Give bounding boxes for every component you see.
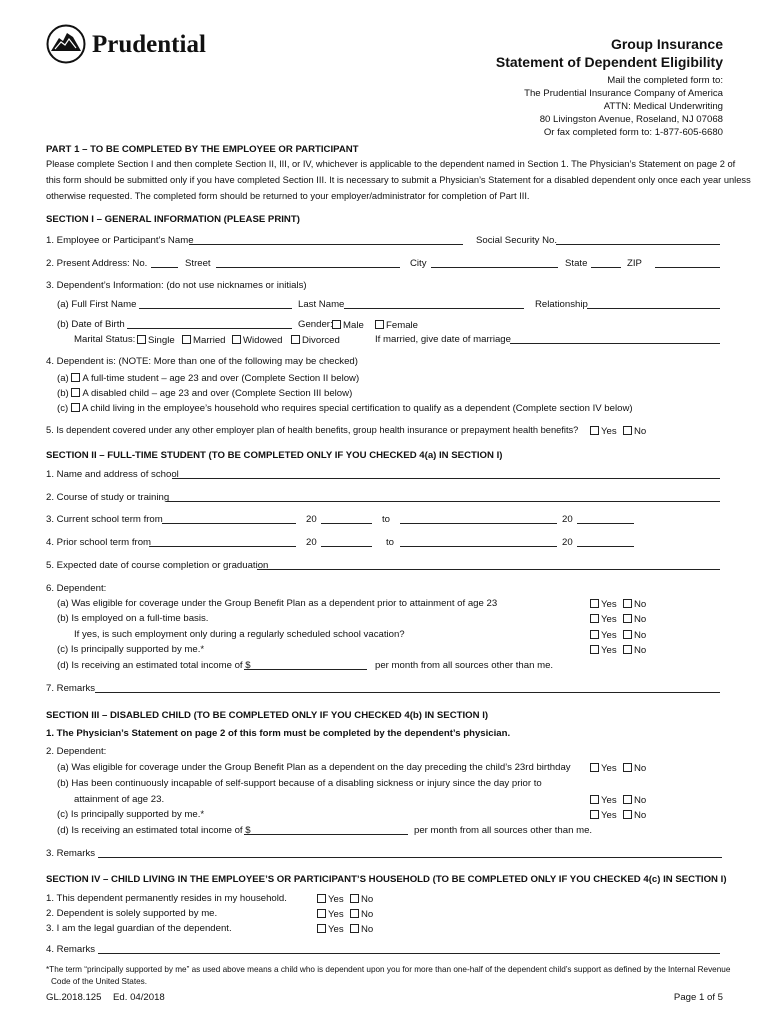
q6d-text-2: per month from all sources other than me. xyxy=(375,660,554,671)
checkbox-icon xyxy=(350,894,359,903)
footnote-line-1: *The term “principally supported by me” as used above means a child who is dependent upon you for more than one-half of the dependent child’s support as defined by the Internal Revenue xyxy=(46,965,731,974)
gender-female-option[interactable]: Female xyxy=(375,320,418,331)
last-name-label: Last Name xyxy=(298,299,345,310)
section3-heading: SECTION III – DISABLED CHILD (TO BE COMPLETED ONLY IF YOU CHECKED 4(b) IN SECTION I) xyxy=(46,710,489,721)
s3-q2a-text: (a) Was eligible for coverage under the Group Benefit Plan as a dependent on the day preceding the child’s 23rd birthday xyxy=(57,762,571,773)
prior-term-20-label: 20 xyxy=(306,537,317,548)
zip-field[interactable] xyxy=(655,267,720,268)
school-name-label: 1. Name and address of school xyxy=(46,469,179,480)
dob-label: (b) Date of Birth xyxy=(57,319,125,330)
mail-line-4: 80 Livingston Avenue, Roseland, NJ 07068 xyxy=(539,114,723,125)
completion-date-label: 5. Expected date of course completion or graduation xyxy=(46,560,269,571)
prior-term-label: 4. Prior school term from xyxy=(46,537,152,548)
section4-heading: SECTION IV – CHILD LIVING IN THE EMPLOYEE’S OR PARTICIPANT’S HOUSEHOLD (TO BE COMPLETED ONLY IF YOU CHECKED 4(c) IN SECTION I) xyxy=(46,874,727,885)
other-coverage-question: 5. Is dependent covered under any other employer plan of health benefits, group health insurance or prepayment health benefits? xyxy=(46,425,579,435)
mail-line-2: The Prudential Insurance Company of America xyxy=(524,88,723,99)
q6c-no-option[interactable]: No xyxy=(623,645,646,656)
title-line-2: Statement of Dependent Eligibility xyxy=(495,54,723,70)
city-field[interactable] xyxy=(431,267,558,268)
s4-q3-no-option[interactable]: No xyxy=(350,924,373,935)
current-term-year-field[interactable] xyxy=(321,523,372,524)
form-edition: Ed. 04/2018 xyxy=(113,992,165,1003)
school-name-field[interactable] xyxy=(172,478,720,479)
prior-term-to-year-field[interactable] xyxy=(577,546,634,547)
s3-q2d-text: (d) Is receiving an estimated total income of $ xyxy=(57,825,251,836)
dependent-info-label: 3. Dependent’s Information: (do not use nicknames or initials) xyxy=(46,280,307,291)
checkbox-icon xyxy=(623,810,632,819)
s3-q2c-text: (c) Is principally supported by me.* xyxy=(57,809,205,820)
gender-label: Gender: xyxy=(298,319,333,330)
checkbox-icon xyxy=(590,645,599,654)
current-term-label: 3. Current school term from xyxy=(46,514,163,525)
completion-date-field[interactable] xyxy=(257,569,720,570)
zip-label: ZIP xyxy=(627,258,642,269)
s4-q2-no-option[interactable]: No xyxy=(350,909,373,920)
checkbox-icon xyxy=(71,403,80,412)
checkbox-icon xyxy=(71,388,80,397)
checkbox-icon xyxy=(623,599,632,608)
s4-q1-text: 1. This dependent permanently resides in my household. xyxy=(46,893,287,904)
q5-yes-option[interactable]: Yes xyxy=(590,426,617,437)
relationship-label: Relationship xyxy=(535,299,588,310)
checkbox-icon xyxy=(291,335,300,344)
prior-term-year-field[interactable] xyxy=(321,546,372,547)
first-name-field[interactable] xyxy=(139,308,292,309)
s3-q2b-yes-option[interactable]: Yes xyxy=(590,795,617,806)
s4-q3-yes-option[interactable]: Yes xyxy=(317,924,344,935)
checkbox-icon xyxy=(590,426,599,435)
s3-q2c-yes-option[interactable]: Yes xyxy=(590,810,617,821)
s4-remarks-label: 4. Remarks xyxy=(46,944,96,955)
prior-term-to-20-label: 20 xyxy=(562,537,573,548)
page-number: Page 1 of 5 xyxy=(673,992,723,1003)
ssn-label: Social Security No. xyxy=(476,235,558,246)
checkbox-icon xyxy=(317,924,326,933)
q6b-text: (b) Is employed on a full-time basis. xyxy=(57,613,209,624)
form-code: GL.2018.125 xyxy=(46,992,102,1003)
prior-term-to-field[interactable] xyxy=(400,546,557,547)
current-term-to-20-label: 20 xyxy=(562,514,573,525)
checkbox-icon xyxy=(182,335,191,344)
q6b-yes-option[interactable]: Yes xyxy=(590,614,617,625)
q4b-option[interactable]: (b) A disabled child – age 23 and over (Complete Section III below) xyxy=(57,388,353,399)
s3-q2d-text-2: per month from all sources other than me. xyxy=(414,825,593,836)
marital-single-option[interactable]: Single xyxy=(137,335,175,346)
checkbox-icon xyxy=(71,373,80,382)
last-name-field[interactable] xyxy=(344,308,524,309)
checkbox-icon xyxy=(623,630,632,639)
s3-q2b-no-option[interactable]: No xyxy=(623,795,646,806)
checkbox-icon xyxy=(350,924,359,933)
checkbox-icon xyxy=(623,763,632,772)
checkbox-icon xyxy=(350,909,359,918)
s4-q1-yes-option[interactable]: Yes xyxy=(317,894,344,905)
current-term-from-field[interactable] xyxy=(162,523,296,524)
q6a-yes-option[interactable]: Yes xyxy=(590,599,617,610)
marriage-date-label: If married, give date of marriage xyxy=(375,334,511,345)
s3-remarks-field[interactable] xyxy=(98,857,722,858)
part1-intro-2: this form should be submitted only if you have completed Section III. It is necessary to submit a Physician’s Statement for a disabled dependent only once each year unless xyxy=(46,175,751,185)
s2-remarks-field[interactable] xyxy=(95,692,720,693)
checkbox-icon xyxy=(590,810,599,819)
checkbox-icon xyxy=(317,909,326,918)
checkbox-icon xyxy=(375,320,384,329)
employee-name-label: 1. Employee or Participant’s Name xyxy=(46,235,194,246)
checkbox-icon xyxy=(623,645,632,654)
s3-q2d-income-field[interactable] xyxy=(244,834,408,835)
dependent-is-label: 4. Dependent is: (NOTE: More than one of the following may be checked) xyxy=(46,356,358,367)
marital-status-label: Marital Status: xyxy=(74,334,136,345)
s3-q2b-text: (b) Has been continuously incapable of self-support because of a disabling sickness or injury since the day prior to xyxy=(57,778,542,789)
checkbox-icon xyxy=(590,599,599,608)
q6a-no-option[interactable]: No xyxy=(623,599,646,610)
physician-statement-note: 1. The Physician’s Statement on page 2 of this form must be completed by the dependent’s physician. xyxy=(46,728,511,739)
rock-logo-icon xyxy=(46,24,86,64)
current-term-to-field[interactable] xyxy=(400,523,557,524)
current-term-20-label: 20 xyxy=(306,514,317,525)
checkbox-icon xyxy=(623,614,632,623)
title-line-1: Group Insurance xyxy=(610,36,723,52)
gender-male-option[interactable]: Male xyxy=(332,320,364,331)
brand-name: Prudential xyxy=(92,31,206,58)
employee-name-field[interactable] xyxy=(189,244,463,245)
state-label: State xyxy=(565,258,588,269)
s3-q2b-text-2: attainment of age 23. xyxy=(74,794,165,805)
street-label: Street xyxy=(185,258,211,269)
s4-q1-no-option[interactable]: No xyxy=(350,894,373,905)
mail-line-1: Mail the completed form to: xyxy=(607,75,723,86)
footnote-line-2: Code of the United States. xyxy=(51,977,148,986)
mail-line-3: ATTN: Medical Underwriting xyxy=(603,101,723,112)
checkbox-icon xyxy=(137,335,146,344)
dependent-label-s3: 2. Dependent: xyxy=(46,746,107,757)
address-no-field[interactable] xyxy=(151,267,178,268)
marriage-date-field[interactable] xyxy=(510,343,720,344)
s2-remarks-label: 7. Remarks xyxy=(46,683,96,694)
q6b-no-option[interactable]: No xyxy=(623,614,646,625)
checkbox-icon xyxy=(232,335,241,344)
current-term-to-label: to xyxy=(382,514,391,525)
s3-remarks-label: 3. Remarks xyxy=(46,848,96,859)
prior-term-to-label: to xyxy=(386,537,395,548)
q6b2-text: If yes, is such employment only during a regularly scheduled school vacation? xyxy=(74,629,405,640)
mail-line-5: Or fax completed form to: 1-877-605-6680 xyxy=(543,127,723,138)
address-no-label: 2. Present Address: No. xyxy=(46,258,148,269)
dob-field[interactable] xyxy=(127,328,292,329)
s4-q2-text: 2. Dependent is solely supported by me. xyxy=(46,908,218,919)
course-field[interactable] xyxy=(166,501,720,502)
prior-term-from-field[interactable] xyxy=(149,546,296,547)
marital-divorced-option[interactable]: Divorced xyxy=(291,335,340,346)
s3-q2a-yes-option[interactable]: Yes xyxy=(590,763,617,774)
marital-married-option[interactable]: Married xyxy=(182,335,226,346)
relationship-field[interactable] xyxy=(587,308,720,309)
section2-heading: SECTION II – FULL-TIME STUDENT (TO BE COMPLETED ONLY IF YOU CHECKED 4(a) IN SECTION I) xyxy=(46,450,503,461)
q6d-income-field[interactable] xyxy=(244,669,367,670)
checkbox-icon xyxy=(623,426,632,435)
city-label: City xyxy=(410,258,427,269)
part1-intro-3: otherwise requested. The completed form should be returned to your employer/administrator for completion of Part III. xyxy=(46,191,530,201)
s4-q2-yes-option[interactable]: Yes xyxy=(317,909,344,920)
q6a-text: (a) Was eligible for coverage under the Group Benefit Plan as a dependent prior to attainment of age 23 xyxy=(57,598,498,609)
part1-heading: PART 1 – TO BE COMPLETED BY THE EMPLOYEE OR PARTICIPANT xyxy=(46,144,359,155)
s3-q2c-no-option[interactable]: No xyxy=(623,810,646,821)
street-field[interactable] xyxy=(216,267,400,268)
marital-widowed-option[interactable]: Widowed xyxy=(232,335,282,346)
q6c-yes-option[interactable]: Yes xyxy=(590,645,617,656)
first-name-label: (a) Full First Name xyxy=(57,299,137,310)
checkbox-icon xyxy=(590,763,599,772)
checkbox-icon xyxy=(590,630,599,639)
checkbox-icon xyxy=(590,795,599,804)
section1-heading: SECTION I – GENERAL INFORMATION (PLEASE PRINT) xyxy=(46,214,300,225)
state-field[interactable] xyxy=(591,267,621,268)
q4a-option[interactable]: (a) A full-time student – age 23 and over (Complete Section II below) xyxy=(57,373,360,384)
q4c-option[interactable]: (c) A child living in the employee’s household who requires special certification to qualify as a dependent (Complete section IV below) xyxy=(57,403,633,414)
s4-q3-text: 3. I am the legal guardian of the dependent. xyxy=(46,923,232,934)
current-term-to-year-field[interactable] xyxy=(577,523,634,524)
part1-intro-1: Please complete Section I and then complete Section II, III, or IV, whichever is applicable to the dependent named in Section 1. The Physician’s Statement on page 2 of xyxy=(46,159,736,169)
q6b2-no-option[interactable]: No xyxy=(623,630,646,641)
s3-q2a-no-option[interactable]: No xyxy=(623,763,646,774)
q5-no-option[interactable]: No xyxy=(623,426,646,437)
checkbox-icon xyxy=(623,795,632,804)
q6c-text: (c) Is principally supported by me.* xyxy=(57,644,205,655)
dependent-label-s2: 6. Dependent: xyxy=(46,583,107,594)
ssn-field[interactable] xyxy=(556,244,720,245)
q6d-text: (d) Is receiving an estimated total income of $ xyxy=(57,660,251,671)
checkbox-icon xyxy=(317,894,326,903)
q6b2-yes-option[interactable]: Yes xyxy=(590,630,617,641)
course-label: 2. Course of study or training xyxy=(46,492,170,503)
checkbox-icon xyxy=(332,320,341,329)
s4-remarks-field[interactable] xyxy=(98,953,720,954)
checkbox-icon xyxy=(590,614,599,623)
